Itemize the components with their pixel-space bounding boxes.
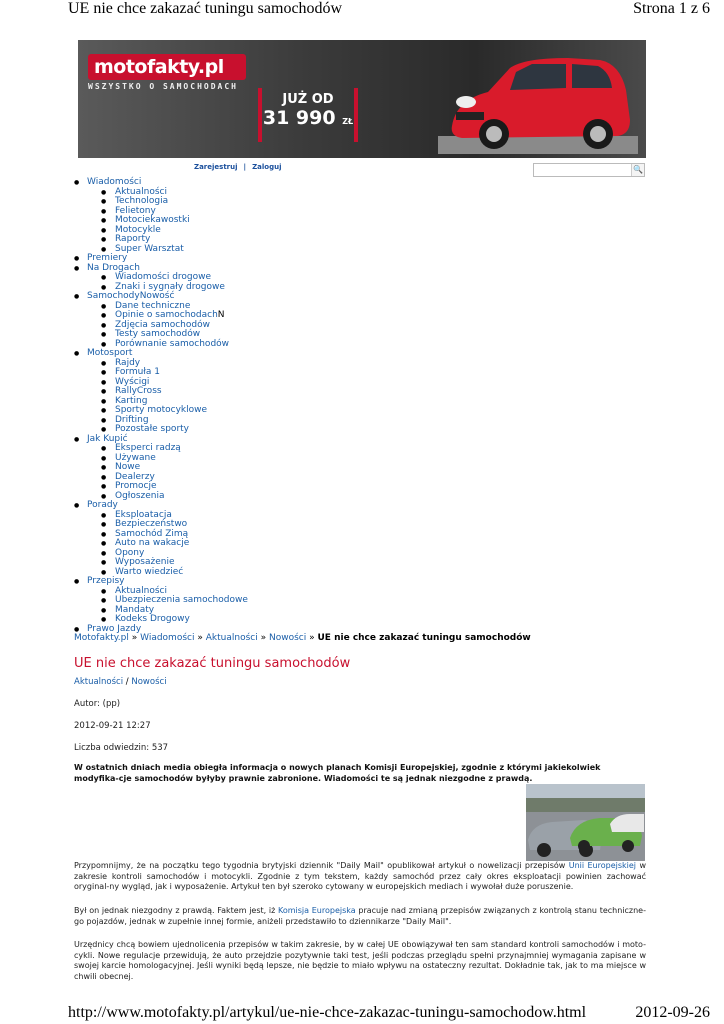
print-title: UE nie chce zakazać tuningu samochodów bbox=[68, 0, 343, 17]
promo-currency: ZŁ bbox=[342, 117, 354, 126]
nav-sublist bbox=[87, 587, 248, 625]
article-photo[interactable] bbox=[526, 784, 645, 861]
promo-price bbox=[262, 107, 354, 129]
nav-section-label[interactable]: Jak Kupić bbox=[87, 433, 128, 444]
article-author: Autor: (pp) bbox=[74, 699, 121, 709]
nav-item[interactable] bbox=[87, 444, 248, 454]
nav-item-label[interactable]: Eksperci radzą bbox=[115, 443, 181, 453]
search-input[interactable] bbox=[533, 163, 645, 177]
nav-item-label[interactable]: Znaki i sygnały drogowe bbox=[115, 281, 225, 292]
nav-item[interactable] bbox=[87, 454, 248, 464]
breadcrumb-separator: » bbox=[131, 633, 138, 643]
nav-item[interactable] bbox=[87, 473, 248, 483]
nav-item-label[interactable]: Wiadomości drogowe bbox=[115, 272, 212, 282]
eu-link[interactable]: Unii Europejskiej bbox=[568, 861, 637, 870]
nav-section-label[interactable]: Premiery bbox=[87, 253, 128, 263]
category-link[interactable]: Nowości bbox=[131, 677, 167, 687]
nav-item-label[interactable]: Motociekawostki bbox=[115, 215, 190, 225]
nav-sublist bbox=[87, 511, 248, 578]
nav-item-label[interactable]: Drifting bbox=[115, 414, 149, 425]
nav-item-label[interactable]: Auto na wakacje bbox=[115, 538, 190, 548]
breadcrumb-item[interactable]: Nowości bbox=[268, 633, 307, 643]
nav-item[interactable] bbox=[87, 387, 248, 397]
nav-item-label[interactable]: Mandaty bbox=[115, 604, 155, 615]
nav-section[interactable] bbox=[74, 349, 248, 435]
search-icon[interactable]: 🔍 bbox=[631, 164, 644, 176]
paragraph-text: pracuje nad zmianą przepisów związanych z kontrolą stanu techniczne-go pojazdów, jednak w zupełnie innej formie, aniżeli przedstawiło to dziennikarze "Daily Mail". bbox=[74, 906, 646, 926]
nav-item[interactable] bbox=[87, 463, 248, 473]
red-car-image bbox=[438, 50, 638, 154]
nav-item-label[interactable]: Rajdy bbox=[115, 357, 141, 368]
nav-item-label[interactable]: Ubezpieczenia samochodowe bbox=[115, 595, 248, 605]
print-url: http://www.motofakty.pl/artykul/ue-nie-chce-zakazac-tuningu-samochodow.html bbox=[68, 1004, 587, 1021]
nav-item[interactable] bbox=[87, 406, 248, 416]
site-logo[interactable]: motofakty.pl bbox=[88, 54, 246, 80]
nav-item-label[interactable]: Warto wiedzieć bbox=[115, 566, 184, 577]
article-paragraph: Urzędnicy chcą bowiem ujednolicenia przepisów w takim zakresie, by w całej UE obowiązywał ten sam standard kontroli samochodów i moto-cykli. Nowe regulacje przewidują, że auto przejdzie pozytywnie taki test, jeśli podczas przeglądu spełni przynajmniej wymagania zapisane w swojej karcie homologacyjnej. Jeśli wyniki będą lepsze, nie będzie to miało wpływu na ostateczny rezultat. Dokładnie tak, jak to ma miejsce w chwili obecnej. bbox=[74, 940, 646, 981]
paragraph-text: Był on jednak niezgodny z prawdą. Faktem jest, iż bbox=[74, 906, 278, 915]
nav-item-label[interactable]: Pozostałe sporty bbox=[115, 424, 189, 434]
nav-section-label[interactable]: Motosport bbox=[87, 348, 133, 358]
breadcrumb-item[interactable]: Wiadomości bbox=[140, 633, 195, 643]
breadcrumb-separator: » bbox=[309, 633, 315, 643]
nav-section-label[interactable]: Wiadomości bbox=[87, 177, 142, 187]
nav-sublist bbox=[87, 444, 248, 501]
nav-item-label[interactable]: Kodeks Drogowy bbox=[115, 614, 190, 624]
nav-section[interactable] bbox=[74, 435, 248, 502]
nav-section-label[interactable]: Porady bbox=[87, 500, 118, 510]
nav-item-label[interactable]: Super Warsztat bbox=[115, 243, 184, 254]
breadcrumb-separator: » bbox=[260, 633, 267, 643]
print-footer bbox=[0, 1004, 724, 1024]
nav-item-label[interactable]: Ogłoszenia bbox=[115, 490, 165, 501]
category-separator: / bbox=[125, 677, 129, 687]
login-link[interactable]: Zaloguj bbox=[252, 163, 282, 171]
nav-section[interactable] bbox=[74, 577, 248, 625]
article-categories bbox=[74, 677, 167, 687]
nav-item-label[interactable]: Samochód Zimą bbox=[115, 528, 189, 539]
site-tagline: WSZYSTKO O SAMOCHODACH bbox=[88, 82, 238, 91]
nav-item-label[interactable]: Promocje bbox=[115, 481, 157, 491]
nav-section[interactable] bbox=[74, 501, 248, 577]
breadcrumb-item[interactable]: Aktualności bbox=[205, 633, 258, 643]
nav-item[interactable] bbox=[87, 226, 248, 236]
nav-item[interactable] bbox=[87, 539, 248, 549]
nav-sublist bbox=[87, 359, 248, 435]
nav-item-label[interactable]: Porównanie samochodów bbox=[115, 338, 230, 349]
promo-price-box[interactable] bbox=[258, 88, 358, 142]
breadcrumb bbox=[74, 633, 531, 643]
article-paragraph bbox=[74, 906, 646, 927]
nav-section[interactable] bbox=[74, 264, 248, 293]
breadcrumb-item[interactable]: Motofakty.pl bbox=[74, 633, 129, 643]
nav-item[interactable] bbox=[87, 482, 248, 492]
breadcrumb-separator: » bbox=[197, 633, 203, 643]
nav-item-label[interactable]: Dane techniczne bbox=[115, 300, 191, 311]
nav-item[interactable] bbox=[87, 378, 248, 388]
nav-item-label[interactable]: RallyCross bbox=[115, 386, 162, 396]
nav-item-label[interactable]: Dealerzy bbox=[115, 471, 155, 482]
user-bar bbox=[194, 163, 281, 171]
nav-item-label[interactable]: Karting bbox=[115, 395, 148, 406]
nav-item-label[interactable]: Eksploatacja bbox=[115, 509, 172, 520]
nav-item[interactable] bbox=[87, 596, 248, 606]
article-datetime: 2012-09-21 12:27 bbox=[74, 721, 151, 731]
nav-item-label[interactable]: Testy samochodów bbox=[115, 329, 201, 339]
nav-sublist bbox=[87, 273, 248, 292]
commission-link[interactable]: Komisja Europejska bbox=[278, 906, 356, 915]
nav-item[interactable] bbox=[87, 197, 248, 207]
nav-item-label[interactable]: Nowe bbox=[115, 462, 141, 472]
register-link[interactable]: Zarejestruj bbox=[194, 163, 238, 171]
nav-item[interactable] bbox=[87, 368, 248, 378]
promo-label: JUŻ OD bbox=[282, 92, 334, 107]
print-header bbox=[0, 0, 724, 24]
nav-item[interactable] bbox=[87, 359, 248, 369]
nav-section-label[interactable]: Przepisy bbox=[87, 576, 125, 586]
category-link[interactable]: Aktualności bbox=[74, 677, 124, 687]
userbar-separator: | bbox=[243, 163, 247, 171]
nav-item-label[interactable]: Motocykle bbox=[115, 224, 161, 235]
site-banner[interactable] bbox=[78, 40, 646, 158]
article-lead: W ostatnich dniach media obiegła informacja o nowych planach Komisji Europejskiej, zgodnie z którymi jakiekolwiek modyfika-cje samochodów byłyby prawnie zabronione. Wiadomości te są jednak niezgodne z prawdą. bbox=[74, 763, 601, 783]
article-title: UE nie chce zakazać tuningu samochodów bbox=[74, 656, 351, 671]
nav-item-label[interactable]: Wyścigi bbox=[115, 376, 150, 387]
nav-item-label[interactable]: Sporty motocyklowe bbox=[115, 405, 208, 415]
nav-sublist bbox=[87, 302, 248, 350]
nav-item-label[interactable]: Aktualności bbox=[115, 186, 167, 197]
print-date: 2012-09-26 bbox=[635, 1004, 710, 1021]
print-page-number: Strona 1 z 6 bbox=[633, 0, 710, 17]
nav-item-label[interactable]: Felietony bbox=[115, 205, 156, 216]
nav-item-suffix: N bbox=[217, 310, 225, 320]
paragraph-text: Przypomnijmy, że na początku tego tygodnia brytyjski dziennik "Daily Mail" opublikował artykuł o nowelizacji przepisów bbox=[74, 861, 569, 870]
nav-list bbox=[74, 178, 248, 634]
nav-item[interactable] bbox=[87, 216, 248, 226]
nav-item-label[interactable]: Aktualności bbox=[115, 585, 167, 596]
nav-item-label[interactable]: Opinie o samochodach bbox=[115, 310, 218, 320]
nav-item-label[interactable]: Używane bbox=[115, 452, 156, 463]
paragraph-text: w zakresie kontroli samochodów i motocykli. Zgodnie z tym tekstem, każdy samochód przez cały okres eksploatacji powinien zachować oryginal-ny wygląd, jak i wyposażenie. Artykuł ten był szeroko cytowany w europejskich mediach i wywołał duże poruszenie. bbox=[74, 861, 646, 891]
promo-price-value: 31 990 bbox=[262, 107, 336, 129]
article-views: Liczba odwiedzin: 537 bbox=[74, 743, 169, 753]
nav-section-label[interactable]: Prawo Jazdy bbox=[87, 623, 142, 634]
nav-item-label[interactable]: Raporty bbox=[115, 234, 151, 244]
nav-item-label[interactable]: Opony bbox=[115, 547, 145, 558]
breadcrumb-current: UE nie chce zakazać tuningu samochodów bbox=[317, 633, 531, 643]
nav-item-label[interactable]: Technologia bbox=[115, 196, 169, 206]
article-paragraph bbox=[74, 861, 646, 893]
nav-section[interactable] bbox=[74, 292, 248, 349]
nav-section[interactable] bbox=[74, 178, 248, 254]
nav-section-label[interactable]: SamochodyNowość bbox=[87, 291, 175, 301]
nav-item-label[interactable]: Bezpieczeństwo bbox=[115, 519, 188, 529]
nav-sublist bbox=[87, 188, 248, 255]
nav-item-label[interactable]: Formuła 1 bbox=[115, 367, 161, 377]
nav-item-label[interactable]: Wyposażenie bbox=[115, 557, 175, 567]
nav-section-label[interactable]: Na Drogach bbox=[87, 262, 140, 273]
main-navigation bbox=[74, 178, 248, 634]
nav-item-label[interactable]: Zdjęcia samochodów bbox=[115, 319, 210, 330]
